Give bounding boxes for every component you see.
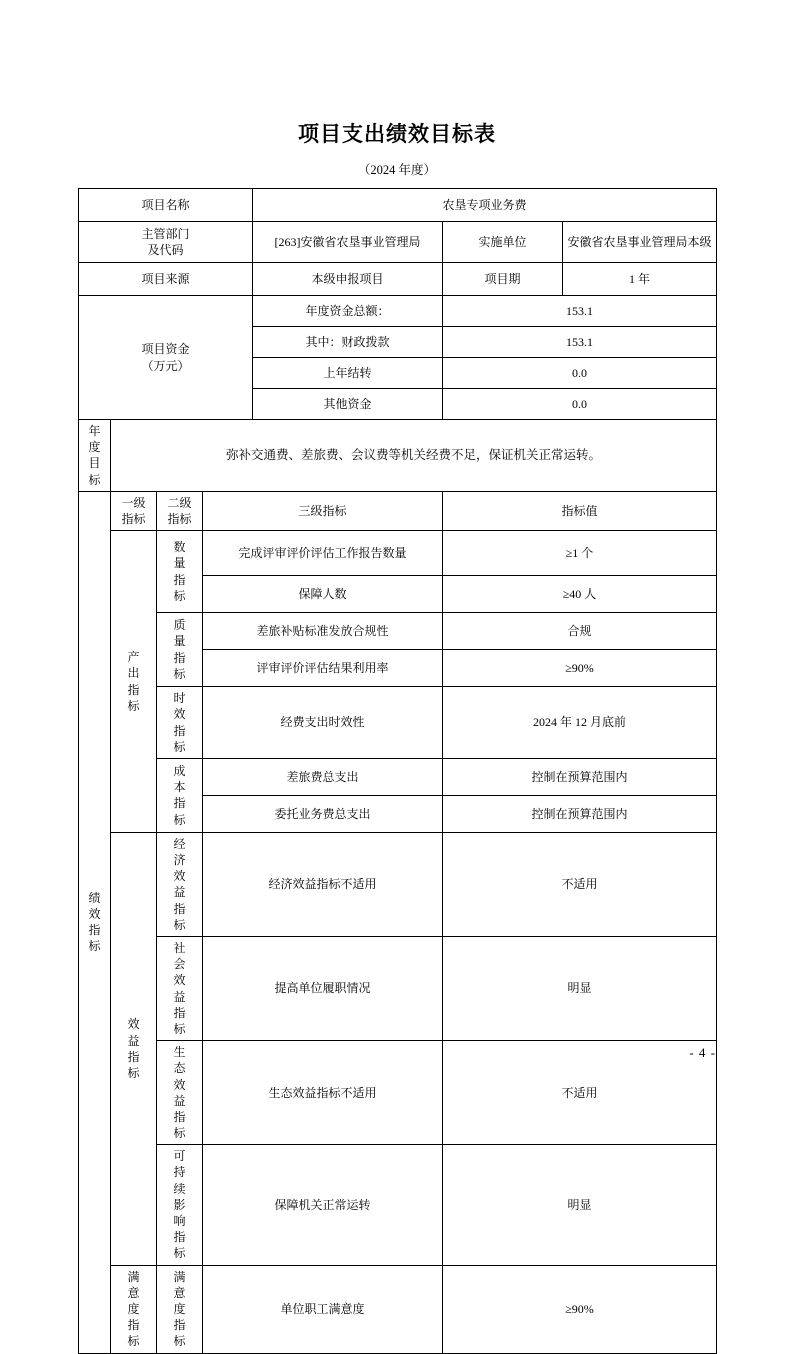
- header-level1-line1: 一级: [121, 495, 146, 510]
- level2-char: 生: [173, 1045, 186, 1060]
- indicator-value: 2024 年 12 月底前: [443, 687, 717, 759]
- source-label: 项目来源: [79, 263, 253, 296]
- unit-label: 实施单位: [443, 222, 563, 263]
- level2-char: 济: [173, 853, 186, 868]
- table-row-indicator-header: [79, 491, 717, 530]
- annual-goal-label-char: 年: [88, 424, 101, 438]
- department-label-line1: 主管部门: [141, 226, 190, 241]
- source-value: 本级申报项目: [253, 263, 443, 296]
- level1-char: 指: [127, 682, 140, 697]
- level1-char: 指: [127, 1318, 140, 1333]
- header-level2-line1: 二级: [167, 495, 192, 510]
- level2-char: 响: [173, 1214, 186, 1228]
- page-title: 项目支出绩效目标表: [298, 122, 496, 146]
- level1-char: 满: [127, 1269, 140, 1284]
- indicator-value: 不适用: [443, 1041, 717, 1145]
- level2-char: 标: [173, 917, 186, 932]
- fund-row-name: 上年结转: [253, 358, 443, 389]
- department-value: [263]安徽省农垦事业管理局: [253, 222, 443, 263]
- level3-text: 生态效益指标不适用: [203, 1041, 443, 1145]
- project-name-value: 农垦专项业务费: [253, 189, 717, 222]
- level2-char: 效: [173, 707, 186, 722]
- page-subtitle: （2024 年度）: [357, 163, 437, 177]
- level2-char: 度: [173, 1301, 186, 1316]
- level2-satisfaction: [157, 1265, 203, 1353]
- level1-output: [111, 531, 157, 833]
- level3-text: 单位职工满意度: [203, 1265, 443, 1353]
- annual-goal-label-char: 标: [88, 472, 101, 487]
- level2-char: 时: [173, 691, 186, 706]
- level1-char: 度: [127, 1301, 140, 1316]
- level2-char: 效: [173, 1077, 186, 1092]
- table-row-indicator: [79, 937, 717, 1041]
- level2-sustainable-impact: [157, 1145, 203, 1265]
- fund-row-value: 153.1: [443, 296, 717, 327]
- level1-satisfaction: [111, 1265, 157, 1353]
- level2-char: 指: [173, 723, 186, 738]
- level2-quantity: [157, 531, 203, 613]
- level2-char: 指: [173, 901, 186, 916]
- department-label: [79, 222, 253, 263]
- level2-char: 成: [173, 764, 186, 778]
- header-level1-line2: 指标: [121, 511, 146, 526]
- level3-text: 保障人数: [203, 576, 443, 613]
- level1-char: 益: [127, 1033, 140, 1048]
- indicator-value: 控制在预算范围内: [443, 795, 717, 832]
- level2-char: 态: [173, 1061, 186, 1076]
- table-row-fund-total: [79, 296, 717, 327]
- period-label: 项目期: [443, 263, 563, 296]
- project-name-label: 项目名称: [79, 189, 253, 222]
- level2-char: 标: [173, 666, 186, 681]
- level2-char: 指: [173, 1230, 186, 1245]
- level2-char: 量: [173, 634, 186, 649]
- annual-goal-label-char: 度: [88, 440, 101, 455]
- level1-char: 效: [127, 1017, 140, 1032]
- level2-char: 数: [173, 540, 186, 555]
- annual-goal-text: 弥补交通费、差旅费、会议费等机关经费不足，保证机关正常运转。: [111, 420, 717, 492]
- level2-char: 标: [173, 1334, 186, 1349]
- level2-quality: [157, 613, 203, 687]
- level2-char: 经: [173, 836, 186, 851]
- level2-char: 标: [173, 1246, 186, 1261]
- level2-char: 指: [173, 1005, 186, 1020]
- fund-row-name: 年度资金总额：: [253, 296, 443, 327]
- fund-row-name: 其中：财政拨款: [253, 327, 443, 358]
- level2-char: 指: [173, 650, 186, 665]
- indicator-value: 合规: [443, 613, 717, 650]
- header-level1: [111, 491, 157, 530]
- level3-text: 保障机关正常运转: [203, 1145, 443, 1265]
- level1-char: 意: [127, 1285, 140, 1300]
- performance-target-table: [78, 188, 717, 1354]
- period-value: 1 年: [563, 263, 717, 296]
- level2-char: 续: [173, 1181, 186, 1196]
- fund-row-value: 153.1: [443, 327, 717, 358]
- table-row-indicator: [79, 1145, 717, 1265]
- indicator-value: ≥40 人: [443, 576, 717, 613]
- table-row-indicator: [79, 613, 717, 650]
- fund-row-value: 0.0: [443, 358, 717, 389]
- table-row-indicator: [79, 531, 717, 576]
- unit-value: 安徽省农垦事业管理局本级: [563, 222, 717, 263]
- indicator-value: ≥1 个: [443, 531, 717, 576]
- performance-label: [79, 491, 111, 1353]
- level2-char: 意: [173, 1285, 186, 1300]
- header-level3: 三级指标: [203, 491, 443, 530]
- page-number: - 4 -: [689, 1045, 716, 1060]
- fund-row-name: 其他资金: [253, 389, 443, 420]
- indicator-value: 明显: [443, 937, 717, 1041]
- department-label-line2: 及代码: [147, 243, 184, 257]
- indicator-value: 明显: [443, 1145, 717, 1265]
- performance-label-char: 标: [88, 939, 101, 954]
- annual-goal-label-char: 目: [88, 456, 101, 471]
- level2-cost: [157, 758, 203, 832]
- table-row-project-name: [79, 189, 717, 222]
- level1-benefit: [111, 832, 157, 1265]
- performance-label-char: 效: [88, 906, 101, 921]
- indicator-value: ≥90%: [443, 650, 717, 687]
- header-level2-line2: 指标: [167, 511, 192, 526]
- level3-text: 提高单位履职情况: [203, 937, 443, 1041]
- level1-char: 产: [127, 650, 140, 665]
- level2-timeliness: [157, 687, 203, 759]
- level2-char: 标: [173, 812, 186, 827]
- header-value: 指标值: [443, 491, 717, 530]
- fund-row-value: 0.0: [443, 389, 717, 420]
- indicator-value: 控制在预算范围内: [443, 758, 717, 795]
- level2-char: 持: [173, 1165, 186, 1180]
- table-row-indicator: [79, 1041, 717, 1145]
- level2-char: 本: [173, 780, 186, 795]
- level1-char: 指: [127, 1049, 140, 1064]
- level2-char: 益: [173, 885, 186, 900]
- level3-text: 经费支出时效性: [203, 687, 443, 759]
- level1-char: 标: [127, 1334, 140, 1349]
- level2-char: 标: [173, 1126, 186, 1141]
- level2-char: 可: [173, 1149, 186, 1164]
- table-row-source: [79, 263, 717, 296]
- level2-char: 社: [173, 941, 186, 955]
- level2-char: 益: [173, 1093, 186, 1108]
- level2-char: 量: [173, 556, 186, 571]
- level2-char: 标: [173, 1021, 186, 1036]
- table-row-indicator: [79, 832, 717, 936]
- level2-char: 会: [173, 957, 186, 972]
- level3-text: 委托业务费总支出: [203, 795, 443, 832]
- level2-char: 满: [173, 1269, 186, 1284]
- table-row-indicator: [79, 687, 717, 759]
- level2-char: 指: [173, 796, 186, 811]
- level1-char: 标: [127, 1065, 140, 1080]
- performance-label-char: 指: [88, 923, 101, 938]
- level1-char: 标: [127, 698, 140, 713]
- level2-ecological-benefit: [157, 1041, 203, 1145]
- table-row-annual-goal: [79, 420, 717, 492]
- level2-char: 质: [173, 618, 186, 633]
- level2-char: 标: [173, 739, 186, 754]
- level3-text: 差旅费总支出: [203, 758, 443, 795]
- annual-goal-label: [79, 420, 111, 492]
- indicator-value: 不适用: [443, 832, 717, 936]
- table-row-department: [79, 222, 717, 263]
- level3-text: 评审评价评估结果利用率: [203, 650, 443, 687]
- level2-char: 指: [173, 1318, 186, 1333]
- level2-char: 益: [173, 989, 186, 1004]
- level2-char: 指: [173, 1109, 186, 1124]
- level2-social-benefit: [157, 937, 203, 1041]
- funds-label-line1: 项目资金: [141, 342, 190, 357]
- table-row-indicator: [79, 758, 717, 795]
- level3-text: 完成评审评价评估工作报告数量: [203, 531, 443, 576]
- level2-char: 效: [173, 869, 186, 884]
- level3-text: 经济效益指标不适用: [203, 832, 443, 936]
- level2-char: 效: [173, 973, 186, 988]
- table-row-indicator: [79, 1265, 717, 1353]
- level2-char: 标: [173, 588, 186, 603]
- performance-label-char: 绩: [88, 890, 101, 905]
- level3-text: 差旅补贴标准发放合规性: [203, 613, 443, 650]
- indicator-value: ≥90%: [443, 1265, 717, 1353]
- level2-economic-benefit: [157, 832, 203, 936]
- level2-char: 指: [173, 572, 186, 587]
- level2-char: 影: [173, 1197, 186, 1212]
- header-level2: [157, 491, 203, 530]
- funds-label-line2: （万元）: [141, 358, 190, 373]
- funds-label: [79, 296, 253, 420]
- level1-char: 出: [127, 666, 140, 681]
